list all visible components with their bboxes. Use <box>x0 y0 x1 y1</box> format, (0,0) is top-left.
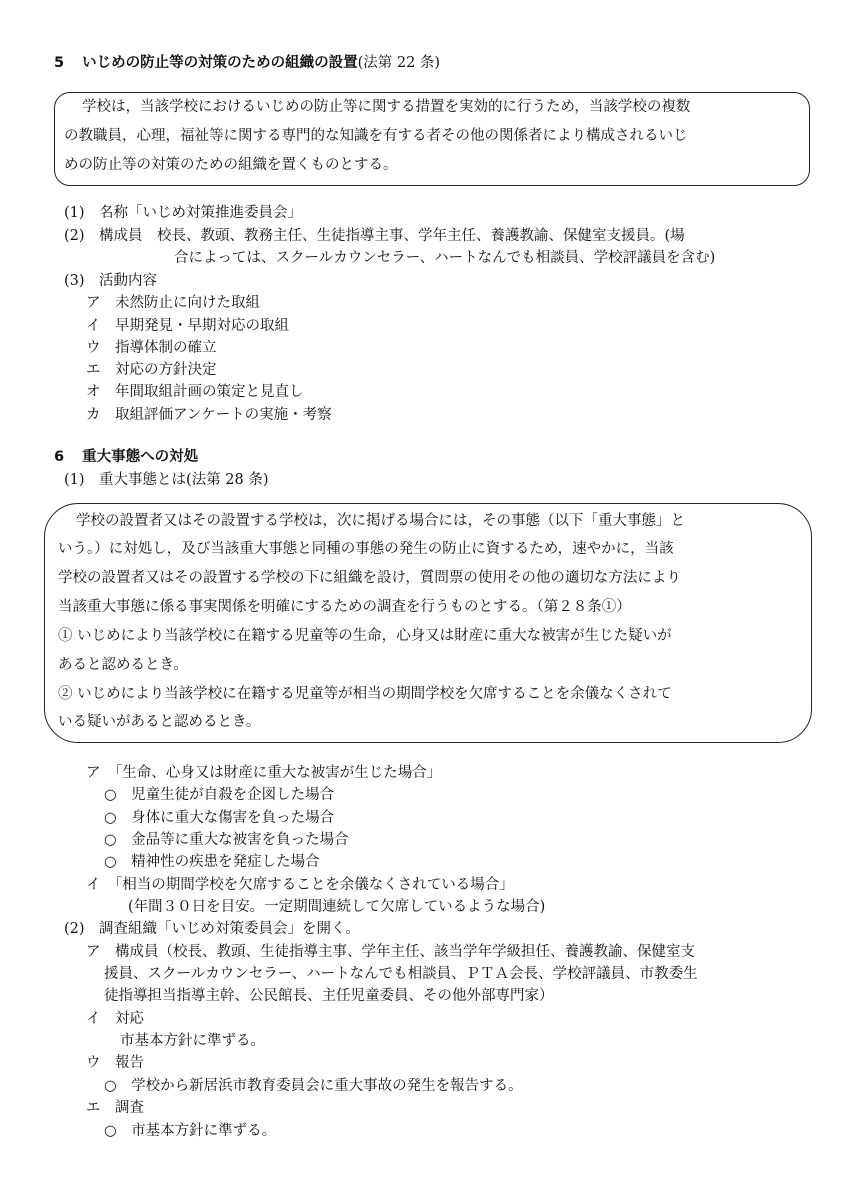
section5-item-activities: (3) 活動内容 <box>64 273 158 289</box>
section5-item-members: (2) 構成員 校長、教頭、教務主任、生徒指導主事、学年主任、養護教諭、保健室支援員。(場 <box>64 228 685 244</box>
section6-case-a-item-2: ○ 身体に重大な傷害を負った場合 <box>104 810 335 826</box>
section6-report-text: ○ 学校から新居浜市教育委員会に重大事故の発生を報告する。 <box>104 1078 523 1094</box>
section5-activity-o: オ 年間取組計画の策定と見直し <box>86 384 304 400</box>
section6-box-line-1: 学校の設置者又はその設置する学校は，次に掲げる場合には，その事態（以下「重大事態」と <box>76 513 685 529</box>
section6-box-line-3: 学校の設置者又はその設置する学校の下に組織を設け，質問票の使用その他の適切な方法により <box>58 570 681 586</box>
section6-heading-number: 6 <box>54 449 65 465</box>
section6-case-a-item-1: ○ 児童生徒が自殺を企図した場合 <box>104 787 335 803</box>
section5-box-line-1: 学校は，当該学校におけるいじめの防止等に関する措置を実効的に行うため，当該学校の複数 <box>82 99 691 115</box>
section5-activity-e: エ 対応の方針決定 <box>86 362 217 378</box>
section6-case-i: イ 「相当の期間学校を欠席することを余儀なくされている場合」 <box>86 877 514 893</box>
section6-box-line-5: ① いじめにより当該学校に在籍する児童等の生命，心身又は財産に重大な被害が生じた疑いが <box>58 628 672 644</box>
section5-item-name: (1) 名称「いじめ対策推進委員会」 <box>64 205 303 221</box>
section6-box-line-6: あると認めるとき。 <box>58 657 188 673</box>
section5-box-line-2: の教職員，心理，福祉等に関する専門的な知識を有する者その他の関係者により構成されるいじ <box>64 128 688 144</box>
section6-report-heading: ウ 報告 <box>86 1055 144 1071</box>
section6-box-line-7: ② いじめにより当該学校に在籍する児童等が相当の期間学校を欠席することを余儀なくされて <box>58 686 672 702</box>
section6-members-cont-2: 徒指導担当指導主幹、公民館長、主任児童委員、その他外部専門家） <box>104 988 554 1004</box>
section5-heading-text: いじめの防止等の対策のための組織の設置 <box>82 55 358 71</box>
section6-sub1: (1) 重大事態とは(法第 28 条) <box>64 472 269 488</box>
section6-case-a-item-3: ○ 金品等に重大な被害を負った場合 <box>104 832 349 848</box>
section6-heading-text: 重大事態への対処 <box>82 449 199 465</box>
section5-heading-number: 5 <box>54 55 65 71</box>
section5-activity-a: ア 未然防止に向けた取組 <box>86 295 260 311</box>
section6-sub2: (2) 調査組織「いじめ対策委員会」を開く。 <box>64 921 360 937</box>
section5-item-members-cont: 合によっては、スクールカウンセラー、ハートなんでも相談員、学校評議員を含む) <box>174 250 716 266</box>
section6-heading <box>54 446 198 468</box>
section6-response-text: 市基本方針に準ずる。 <box>120 1033 265 1049</box>
section6-case-i-note: (年間３０日を目安。一定期間連続して欠席しているような場合) <box>128 899 546 915</box>
section5-box-line-3: めの防止等の対策のための組織を置くものとする。 <box>64 157 398 173</box>
section5-activity-ka: カ 取組評価アンケートの実施・考察 <box>86 407 332 423</box>
section6-members-cont-1: 援員、スクールカウンセラー、ハートなんでも相談員、ＰＴＡ会長、学校評議員、市教委生 <box>104 966 698 982</box>
section6-response-heading: イ 対応 <box>86 1011 144 1027</box>
section6-case-a-item-4: ○ 精神性の疾患を発症した場合 <box>104 854 320 870</box>
section6-box-line-4: 当該重大事態に係る事実関係を明確にするための調査を行うものとする。（第２８条①） <box>58 599 631 615</box>
section6-investigation-heading: エ 調査 <box>86 1100 144 1116</box>
section5-heading <box>54 52 440 74</box>
section6-members: ア 構成員（校長、教頭、生徒指導主事、学年主任、該当学年学級担任、養護教諭、保健室支 <box>86 944 695 960</box>
section6-case-a: ア 「生命、心身又は財産に重大な被害が生じた場合」 <box>86 765 442 781</box>
section6-box-line-8: いる疑いがあると認めるとき。 <box>58 714 261 730</box>
section5-activity-u: ウ 指導体制の確立 <box>86 340 217 356</box>
section6-investigation-text: ○ 市基本方針に準ずる。 <box>104 1123 277 1139</box>
section6-box-line-2: いう。）に対処し，及び当該重大事態と同種の事態の発生の防止に資するため，速やかに，当該 <box>58 541 674 557</box>
section5-heading-ref: (法第 22 条) <box>357 55 441 71</box>
section5-activity-i: イ 早期発見・早期対応の取組 <box>86 318 289 334</box>
